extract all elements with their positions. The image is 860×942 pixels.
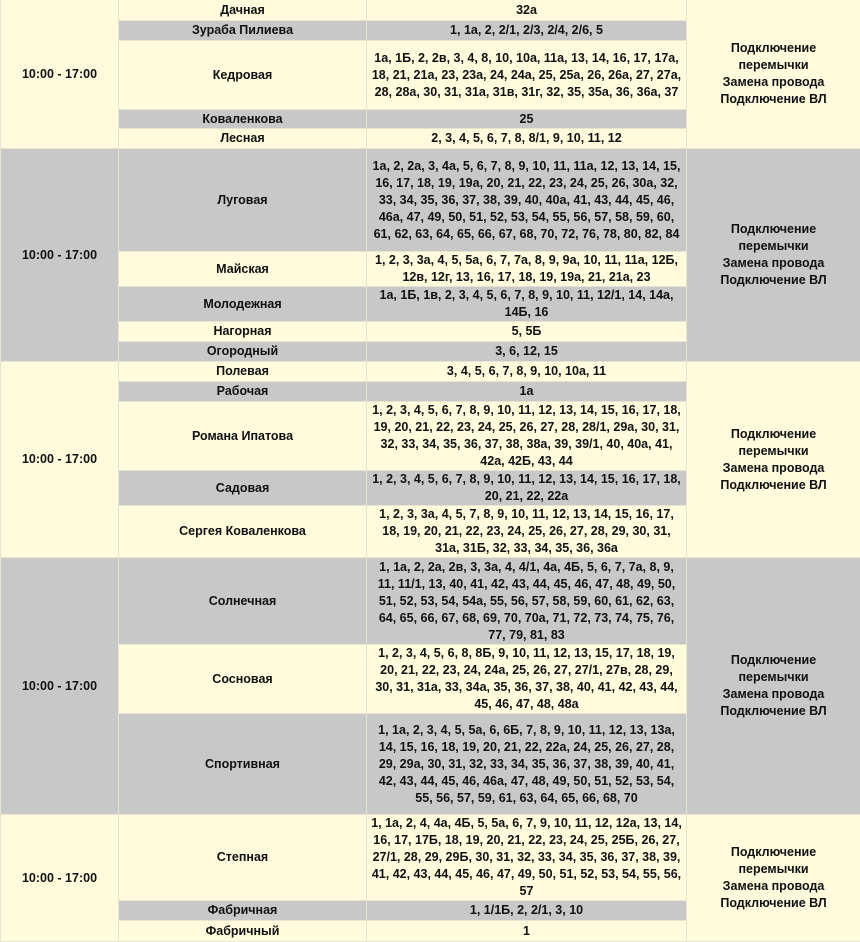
houses-cell: 1, 1а, 2, 3, 4, 5, 5а, 6, 6Б, 7, 8, 9, 10, 11, 12, 13, 13а, 14, 15, 16, 18, 19, 20, 21, 22, 22а, 24, 25, 26, 27, 28, 29, 29а, 30, 31, 32, 33, 34, 35, 36, 37, 38, 39, 40, 41, 42, 43, 44, 45, 46, 46а, 47, 48, 49, 50, 51, 52, 53, 54, 55, 56, 57, 59, 61, 63, 64, 65, 66, 68, 70 [367, 714, 687, 815]
work-line: Подключение ВЛ [691, 895, 856, 912]
time-cell [1, 149, 119, 362]
work-line: Подключение ВЛ [691, 477, 856, 494]
street-cell: Спортивная [119, 714, 367, 815]
street-cell: Солнечная [119, 558, 367, 645]
houses-cell: 1, 1а, 2, 2/1, 2/3, 2/4, 2/6, 5 [367, 21, 687, 41]
houses-cell: 25 [367, 110, 687, 129]
houses-cell: 1, 1/1Б, 2, 2/1, 3, 10 [367, 901, 687, 921]
street-cell: Лесная [119, 129, 367, 149]
time-cell [1, 0, 119, 149]
work-line: Подключение [691, 652, 856, 669]
houses-cell: 1а [367, 382, 687, 402]
houses-cell: 1, 2, 3, 3а, 4, 5, 5а, 6, 7, 7а, 8, 9, 9а, 10, 11, 11а, 12Б, 12в, 12г, 13, 16, 17, 18, 19, 19а, 21, 21а, 23 [367, 252, 687, 287]
time-range: 10:00 - 17:00 [22, 67, 97, 81]
houses-cell: 32а [367, 0, 687, 21]
work-type-cell [687, 0, 860, 149]
street-cell: Фабричная [119, 901, 367, 921]
work-type-cell [687, 558, 860, 815]
street-cell: Кедровая [119, 41, 367, 110]
work-line: Замена провода [691, 74, 856, 91]
street-cell: Дачная [119, 0, 367, 21]
time-range: 10:00 - 17:00 [22, 679, 97, 693]
houses-cell: 3, 6, 12, 15 [367, 342, 687, 362]
street-cell: Молодежная [119, 287, 367, 322]
street-cell: Огородный [119, 342, 367, 362]
houses-cell: 1, 1а, 2, 2а, 2в, 3, 3а, 4, 4/1, 4а, 4Б, 5, 6, 7, 7а, 8, 9, 11, 11/1, 13, 40, 41, 42, 43, 44, 45, 46, 47, 48, 49, 50, 51, 52, 53, 54, 54а, 55, 56, 57, 58, 59, 60, 61, 62, 63, 64, 65, 66, 67, 68, 69, 70, 70а, 71, 72, 73, 74, 75, 76, 77, 79, 81, 83 [367, 558, 687, 645]
houses-cell: 1, 1а, 2, 4, 4а, 4Б, 5, 5а, 6, 7, 9, 10, 11, 12, 12а, 13, 14, 16, 17, 17Б, 18, 19, 20, 21, 22, 23, 24, 25, 25Б, 26, 27, 27/1, 28, 29, 29Б, 30, 31, 32, 33, 34, 35, 36, 37, 38, 39, 41, 42, 43, 44, 45, 46, 47, 49, 50, 51, 52, 53, 54, 55, 56, 57 [367, 815, 687, 901]
street-cell: Нагорная [119, 322, 367, 342]
houses-cell: 1, 2, 3, 3а, 4, 5, 7, 8, 9, 10, 11, 12, 13, 14, 15, 16, 17, 18, 19, 20, 21, 22, 23, 24, 25, 26, 27, 28, 29, 30, 31, 31а, 31Б, 32, 33, 34, 35, 36, 36а [367, 506, 687, 558]
houses-cell: 1а, 1Б, 2, 2в, 3, 4, 8, 10, 10а, 11а, 13, 14, 16, 17, 17а, 18, 21, 21а, 23, 23а, 24, 24а, 25, 25а, 26, 26а, 27, 27а, 28, 28а, 30, 31, 31а, 31в, 31г, 32, 35, 35а, 36, 36а, 37 [367, 41, 687, 110]
houses-cell: 1а, 2, 2а, 3, 4а, 5, 6, 7, 8, 9, 10, 11, 11а, 12, 13, 14, 15, 16, 17, 18, 19, 19а, 20, 21, 22, 23, 24, 25, 26, 30а, 32, 33, 34, 35, 36, 37, 38, 39, 40, 40а, 41, 43, 44, 45, 46, 46а, 47, 49, 50, 51, 52, 53, 54, 55, 56, 57, 58, 59, 60, 61, 62, 63, 64, 65, 66, 67, 68, 70, 72, 76, 78, 80, 82, 84 [367, 149, 687, 252]
street-cell: Полевая [119, 362, 367, 382]
work-type-cell [687, 362, 860, 558]
street-cell: Степная [119, 815, 367, 901]
time-cell [1, 815, 119, 942]
work-line: перемычки [691, 238, 856, 255]
houses-cell: 1, 2, 3, 4, 5, 6, 7, 8, 9, 10, 11, 12, 13, 14, 15, 16, 17, 18, 20, 21, 22, 22а [367, 471, 687, 506]
work-line: Замена провода [691, 255, 856, 272]
work-line: Подключение ВЛ [691, 272, 856, 289]
work-line: Подключение [691, 40, 856, 57]
work-line: Подключение [691, 844, 856, 861]
houses-cell: 1 [367, 921, 687, 942]
street-cell: Сергея Коваленкова [119, 506, 367, 558]
work-line: перемычки [691, 861, 856, 878]
street-cell: Рабочая [119, 382, 367, 402]
time-range: 10:00 - 17:00 [22, 452, 97, 466]
time-range: 10:00 - 17:00 [22, 871, 97, 885]
work-line: перемычки [691, 669, 856, 686]
work-line: перемычки [691, 57, 856, 74]
work-type-cell [687, 149, 860, 362]
street-cell: Майская [119, 252, 367, 287]
work-line: Подключение ВЛ [691, 91, 856, 108]
houses-cell: 1а, 1Б, 1в, 2, 3, 4, 5, 6, 7, 8, 9, 10, 11, 12/1, 14, 14а, 14Б, 16 [367, 287, 687, 322]
work-line: Замена провода [691, 460, 856, 477]
street-cell: Фабричный [119, 921, 367, 942]
work-line: Подключение ВЛ [691, 703, 856, 720]
street-cell: Коваленкова [119, 110, 367, 129]
street-cell: Зураба Пилиева [119, 21, 367, 41]
time-cell [1, 362, 119, 558]
street-cell: Романа Ипатова [119, 402, 367, 471]
work-type-cell [687, 815, 860, 942]
houses-cell: 1, 2, 3, 4, 5, 6, 7, 8, 9, 10, 11, 12, 13, 14, 15, 16, 17, 18, 19, 20, 21, 22, 23, 24, 25, 26, 27, 28, 28/1, 29а, 30, 31, 32, 33, 34, 35, 36, 37, 38, 38а, 39, 39/1, 40, 40а, 41, 42а, 42Б, 43, 44 [367, 402, 687, 471]
street-cell: Луговая [119, 149, 367, 252]
work-line: перемычки [691, 443, 856, 460]
time-range: 10:00 - 17:00 [22, 248, 97, 262]
houses-cell: 1, 2, 3, 4, 5, 6, 8, 8Б, 9, 10, 11, 12, 13, 15, 17, 18, 19, 20, 21, 22, 23, 24, 24а, 25, 26, 27, 27/1, 27в, 28, 29, 30, 31, 31а, 33, 34а, 35, 36, 37, 38, 40, 41, 42, 43, 44, 45, 46, 47, 48, 48а [367, 645, 687, 714]
work-line: Подключение [691, 221, 856, 238]
houses-cell: 5, 5Б [367, 322, 687, 342]
work-line: Замена провода [691, 686, 856, 703]
street-cell: Садовая [119, 471, 367, 506]
work-line: Подключение [691, 426, 856, 443]
houses-cell: 2, 3, 4, 5, 6, 7, 8, 8/1, 9, 10, 11, 12 [367, 129, 687, 149]
work-line: Замена провода [691, 878, 856, 895]
street-cell: Сосновая [119, 645, 367, 714]
houses-cell: 3, 4, 5, 6, 7, 8, 9, 10, 10а, 11 [367, 362, 687, 382]
time-cell [1, 558, 119, 815]
